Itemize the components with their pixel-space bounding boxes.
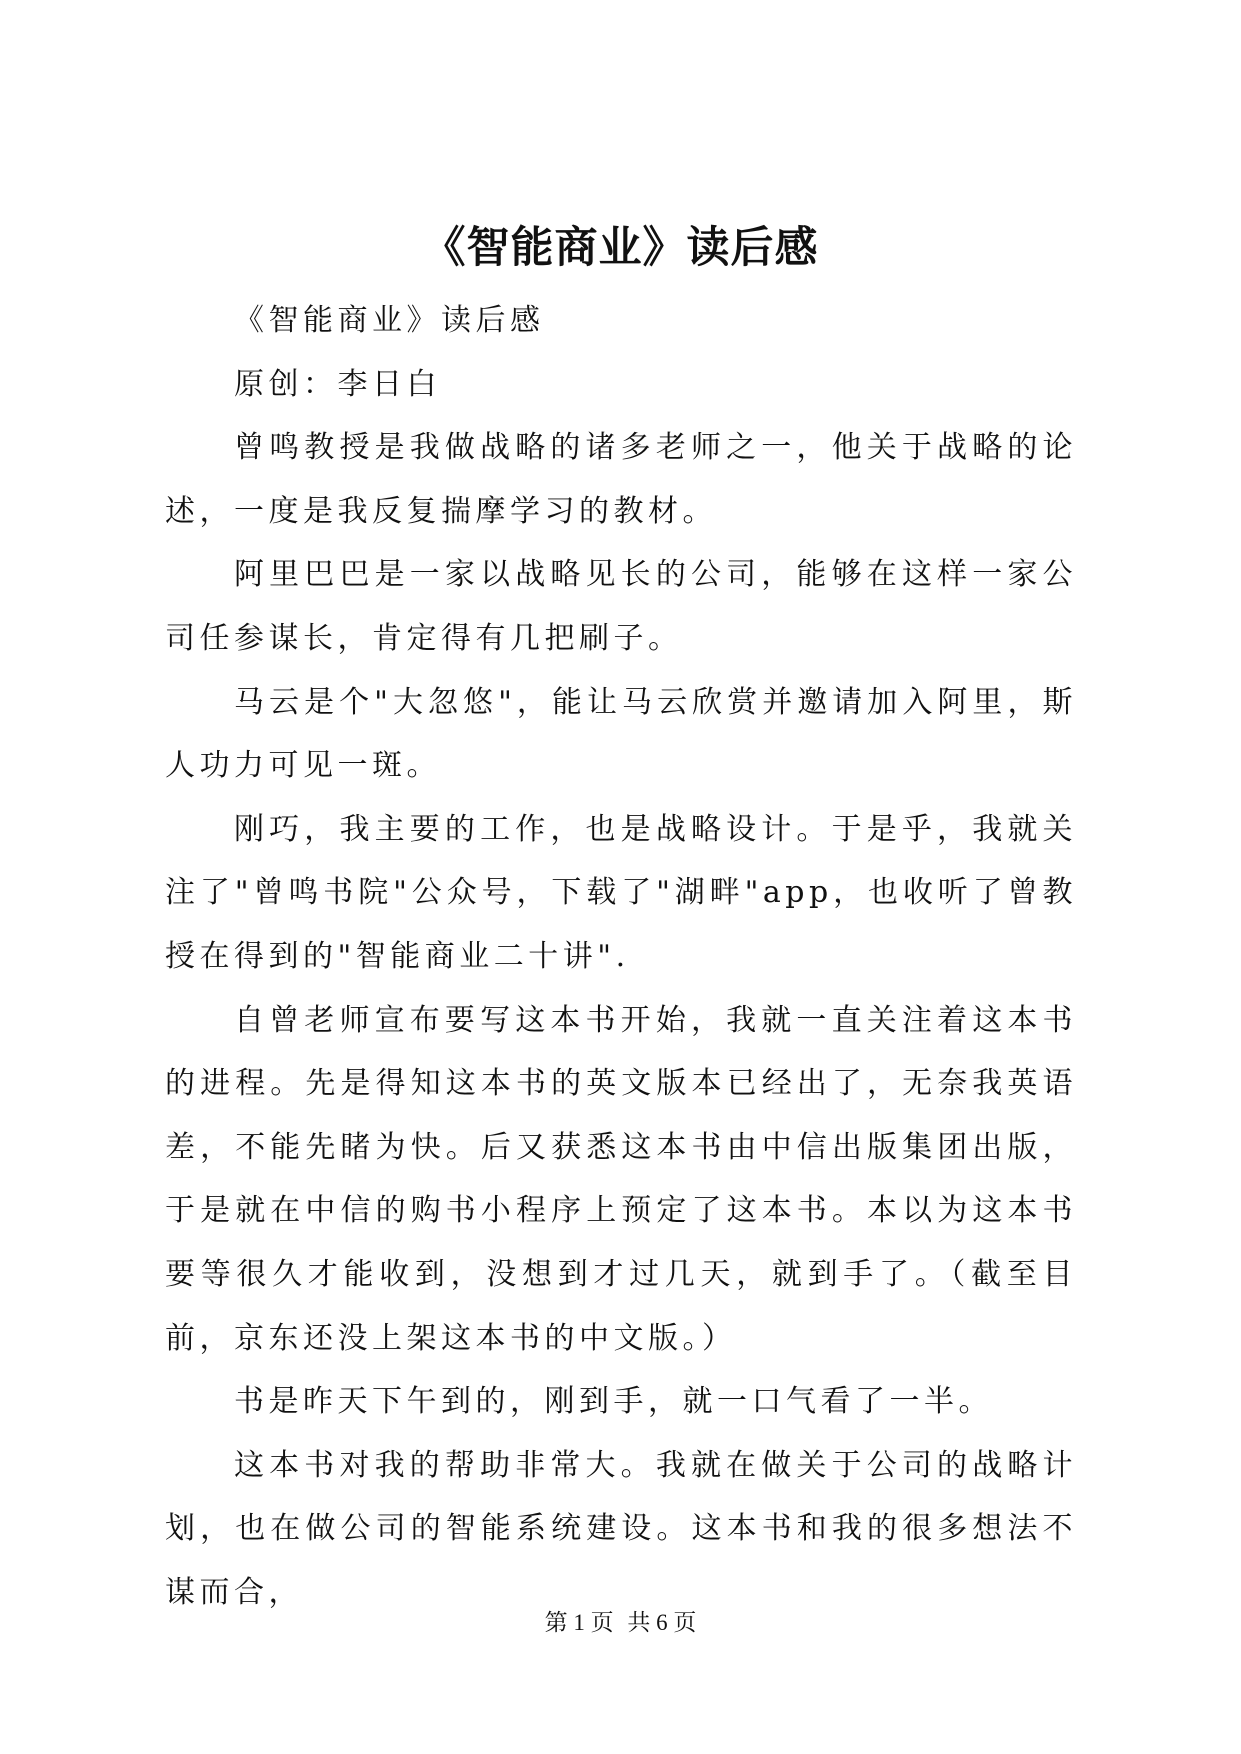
page-total: 共 6 页 xyxy=(627,1610,697,1635)
paragraph: 马云是个"大忽悠"，能让马云欣赏并邀请加入阿里，斯人功力可见一斑。 xyxy=(165,684,1077,784)
paragraph: 刚巧，我主要的工作，也是战略设计。于是乎，我就关注了"曾鸣书院"公众号，下载了"湖畔"app，也收听了曾教授在得到的"智能商业二十讲". xyxy=(165,811,1077,974)
paragraph-author: 原创：李日白 xyxy=(234,366,441,402)
paragraph: 书是昨天下午到的，刚到手，就一口气看了一半。 xyxy=(234,1384,993,1420)
page-footer xyxy=(0,1608,1241,1638)
paragraph: 曾鸣教授是我做战略的诸多老师之一，他关于战略的论述，一度是我反复揣摩学习的教材。 xyxy=(165,430,1077,529)
paragraph-subtitle: 《智能商业》读后感 xyxy=(234,303,545,338)
document-title: 《智能商业》读后感 xyxy=(422,223,819,273)
paragraph: 这本书对我的帮助非常大。我就在做关于公司的战略计划，也在做公司的智能系统建设。这本书和我的很多想法不谋而合， xyxy=(165,1447,1077,1610)
paragraph: 自曾老师宣布要写这本书开始，我就一直关注着这本书的进程。先是得知这本书的英文版本已经出了，无奈我英语差，不能先睹为快。后又获悉这本书由中信出版集团出版，于是就在中信的购书小程序上预定了这本书。本以为这本书要等很久才能收到，没想到才过几天，就到手了。（截至目前，京东还没上架这本书的中文版。） xyxy=(165,1002,1077,1356)
document-body xyxy=(165,289,1077,1624)
paragraph: 阿里巴巴是一家以战略见长的公司，能够在这样一家公司任参谋长，肯定得有几把刷子。 xyxy=(165,557,1077,656)
page-number: 第 1 页 xyxy=(544,1610,614,1635)
